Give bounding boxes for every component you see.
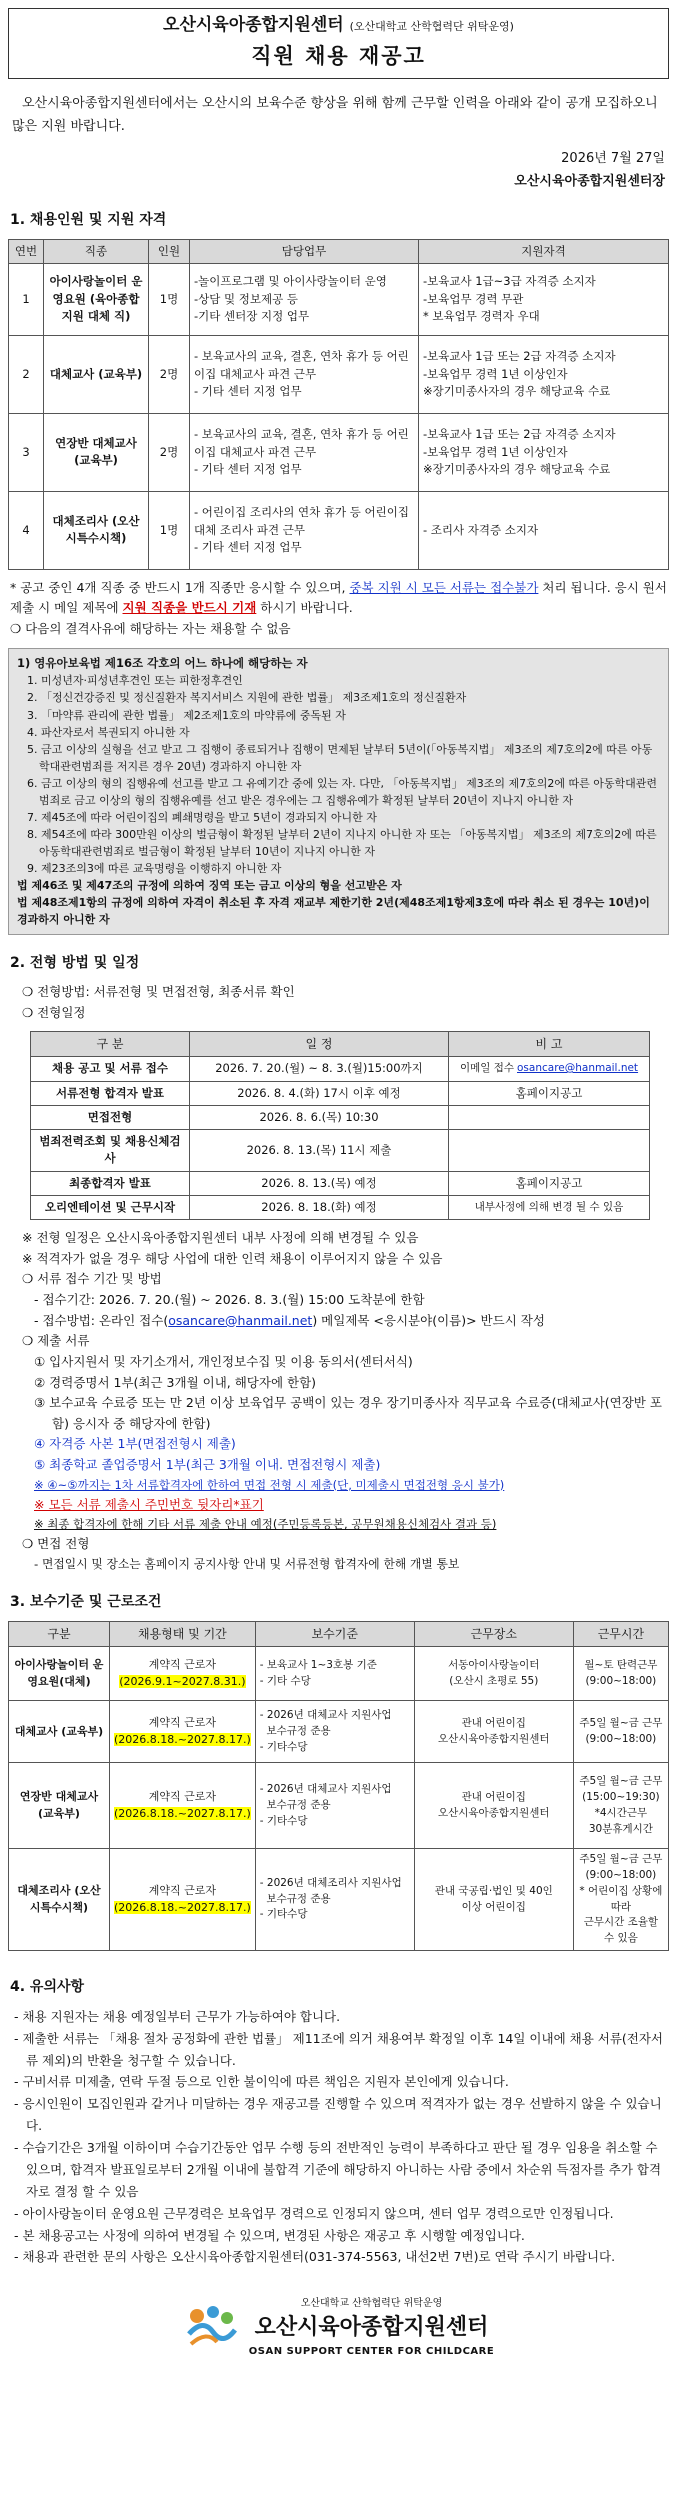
contract-type: 계약직 근로자 [148,1884,217,1898]
th-no: 연번 [9,239,44,263]
cell-place-line: 서동아이사랑놀이터 [448,1659,540,1672]
th-date: 일 정 [190,1032,449,1057]
center-logo-icon [183,2304,239,2352]
note-disqualify: ❍ 다음의 결격사유에 해당하는 자는 채용할 수 없음 [10,621,291,636]
cell-remark [449,1130,650,1172]
section-4-title: 4. 유의사항 [10,1978,85,1995]
cell-remark [449,1105,650,1129]
intro-text: 오산시육아종합지원센터에서는 오산시의 보육수준 향상을 위해 함께 근무할 인력을 아래와 같이 공개 모집하오니 많은 지원 바랍니다. [12,96,658,134]
cell-stage: 최종합격자 발표 [31,1171,190,1195]
duty-line: - 기타 센터 지정 업무 [194,461,302,476]
email-link[interactable]: osancare@hanmail.net [517,1062,639,1075]
duty-line: -기타 센터장 지정 업무 [194,308,310,323]
line: ※ 적격자가 없을 경우 해당 사업에 대한 인력 채용이 이루어지지 않을 수 있음 [22,1250,443,1266]
doc-item: ② 경력증명서 1부(최근 3개월 이내, 해당자에 한함) [34,1374,317,1390]
cell-pay-line: 보수규정 준용 [259,1892,331,1905]
th-duty: 담당업무 [190,239,419,263]
cell-pay-line: - 기타수당 [259,1908,308,1921]
cell-hours-line: 주5일 월~금 근무 [579,1775,663,1788]
th-place: 근무장소 [414,1622,573,1647]
cell-pay [255,1647,414,1701]
notice-date: 2026년 7월 27일 [561,150,665,166]
cell-pay-line: 보수규정 준용 [259,1724,331,1737]
qual-line: -보육업무 경력 무관 [423,291,524,306]
cell-type: 대체조리사 (오산시특수시책) [9,1849,110,1951]
note-text: 하시기 바랍니다. [260,600,353,616]
doc-item: ④ 자격증 사본 1부(면접전형시 제출) [34,1436,236,1452]
cell-stage: 서류전형 합격자 발표 [31,1081,190,1105]
cell-place-line: (오산시 초평로 55) [449,1674,539,1687]
interview-label: ❍ 면접 전형 [22,1536,90,1552]
cell-pay-line: - 기타수당 [259,1814,308,1827]
th-stage: 구 분 [31,1032,190,1057]
cell-qual [419,413,669,491]
cell-hours-line: 주5일 월~금 근무 [579,1853,663,1866]
org-sub: (오산대학교 산학협력단 위탁운영) [349,20,514,33]
apply-text: ) 메일제목 <응시분야(이름)> 반드시 작성 [312,1312,545,1328]
cell-remark [449,1081,650,1105]
cell-pay [255,1701,414,1763]
cell-stage: 오리엔테이션 및 근무시작 [31,1195,190,1219]
schedule-row [31,1105,650,1129]
cell-hours-line: (9:00~18:00) [585,1674,657,1687]
cell-hours-line: 월~토 탄력근무 [584,1659,658,1672]
disq-item: 5. 금고 이상의 실형을 선고 받고 그 집행이 종료되거나 집행이 면제된 날부터 5년이(「아동복지법」 제3조의 제7호의2에 따른 아동학대관련범죄를 저지른 경우 20년) 경과하지 아니한 자 [27,742,653,773]
cell-place [414,1647,573,1701]
notice-item: - 아이사랑놀이터 운영요원 근무경력은 보육업무 경력으로 인정되지 않으며, 센터 업무 경력으로만 인정됩니다. [14,2205,614,2221]
cell-hours [573,1763,668,1849]
cell-place-line: 이상 어린이집 [461,1900,526,1913]
cell-job: 아이사랑놀이터 운영요원 (육아종합 지원 대체 직) [44,263,149,335]
th-job: 직종 [44,239,149,263]
schedule-row [31,1195,650,1219]
cell-no: 1 [9,263,44,335]
line: - 접수기간: 2026. 7. 20.(월) ~ 2026. 8. 3.(월) 15:00 도착분에 한함 [34,1292,425,1308]
cell-date: 2026. 8. 6.(목) 10:30 [190,1105,449,1129]
cell-date: 2026. 8. 13.(목) 11시 제출 [190,1130,449,1172]
duty-line: - 어린이집 조리사의 연차 휴가 등 어린이집 대체 조리사 파견 근무 [194,505,409,537]
cell-count: 1명 [149,263,190,335]
notice-item: - 수습기간은 3개월 이하이며 수습기간동안 업무 수행 등의 전반적인 능력이 부족하다고 판단 될 경우 임용을 취소할 수 있으며, 합격자 발표일로부터 2개월 이내에 불합격 기준에 해당하지 아니하는 사람 중에서 차순위 득점자를 추가 합격자로 결정 할 수 있음 [14,2140,662,2199]
conditions-table [8,1621,669,1951]
section-1-title: 1. 채용인원 및 지원 자격 [10,211,167,228]
cell-hours-line: 주5일 월~금 근무 [579,1717,663,1730]
duty-line: - 기타 센터 지정 업무 [194,383,302,398]
cell-stage: 채용 공고 및 서류 접수 [31,1057,190,1081]
cell-no: 3 [9,413,44,491]
schedule-label: ❍ 전형일정 [22,1004,86,1020]
org-name: 오산시육아종합지원센터 [163,15,344,35]
notice-item: - 구비서류 미제출, 연락 두절 등으로 인한 불이익에 따른 책임은 지원자 본인에게 있습니다. [14,2074,509,2090]
logo-english: OSAN SUPPORT CENTER FOR CHILDCARE [248,2346,495,2358]
cell-type: 연장반 대체교사 (교육부) [9,1763,110,1849]
schedule-row [31,1171,650,1195]
cell-hours-line: *4시간근무 [594,1806,648,1819]
note-text: * 공고 중인 4개 직종 중 반드시 1개 직종만 응시할 수 있으며, [10,579,346,595]
th-type: 구분 [9,1622,110,1647]
cell-place [414,1701,573,1763]
doc-item: ③ 보수교육 수료증 또는 만 2년 이상 보육업무 공백이 있는 경우 장기미종사자 직무교육 수료증(대체교사(연장반 포함) 응시자 중 해당자에 한함) [34,1395,662,1431]
cell-duty [190,413,419,491]
cell-no: 2 [9,335,44,413]
note-duplicate [10,578,667,640]
duty-line: - 기타 센터 지정 업무 [194,539,302,554]
cell-pay-line: - 2026년 대체교사 지원사업 [259,1783,392,1796]
cell-qual [419,335,669,413]
line: ❍ 서류 접수 기간 및 방법 [22,1271,162,1287]
cell-count: 2명 [149,413,190,491]
disq-head: 1) 영유아보육법 제16조 각호의 어느 하나에 해당하는 자 [17,655,308,670]
duty-line: -놀이프로그램 및 아이사랑놀이터 운영 [194,274,387,289]
section-2-title: 2. 전형 방법 및 일정 [10,955,140,972]
line: ※ 전형 일정은 오산시육아종합지원센터 내부 사정에 의해 변경될 수 있음 [22,1230,419,1246]
cell-remark [449,1057,650,1081]
cell-stage: 범죄전력조회 및 채용신체검사 [31,1130,190,1172]
issuer: 오산시육아종합지원센터장 [514,174,665,189]
disq-item: 9. 제23조의3에 따른 교육명령을 이행하지 아니한 자 [27,861,282,875]
cell-place-line: 관내 어린이집 [461,1717,526,1730]
cell-hours-line: 근무시간 조율할 수 있음 [583,1916,659,1945]
cell-contract [110,1763,256,1849]
cell-count: 2명 [149,335,190,413]
logo-name: 오산시육아종합지원센터 [254,2315,489,2341]
cell-hours-line: * 어린이집 상황에 따라 [579,1884,663,1913]
doc-note: ※ ④~⑤까지는 1차 서류합격자에 한하여 면접 전형 시 제출(단, 미제출시 면접전형 응시 불가) [34,1477,505,1492]
th-remark: 비 고 [449,1032,650,1057]
condition-row [9,1701,669,1763]
note-emph: 지원 직종을 반드시 기재 [122,600,257,616]
th-qual: 지원자격 [419,239,669,263]
logo-text [249,2296,494,2359]
schedule-table [30,1031,650,1220]
schedule-row [31,1057,650,1081]
cell-contract [110,1849,256,1951]
cell-pay-line: - 기타수당 [259,1740,308,1753]
remark-text: 이메일 접수 [459,1062,514,1075]
cell-type: 대체교사 (교육부) [9,1701,110,1763]
disq-item: 4. 파산자로서 복권되지 아니한 자 [27,725,190,739]
cell-date: 2026. 7. 20.(월) ~ 8. 3.(월)15:00까지 [190,1057,449,1081]
section-2-lines [10,1228,667,1574]
cell-type: 아이사랑놀이터 운영요원(대체) [9,1647,110,1701]
position-row [9,335,669,413]
remark-text: 내부사정에 의해 변경 될 수 있음 [474,1200,624,1213]
section-3-title: 3. 보수기준 및 근로조건 [10,1594,162,1611]
cell-no: 4 [9,491,44,569]
notice-title: 직원 채용 재공고 [251,43,426,68]
position-row [9,491,669,569]
cell-place [414,1849,573,1951]
email-link[interactable]: osancare@hanmail.net [168,1312,313,1328]
cell-date: 2026. 8. 18.(화) 예정 [190,1195,449,1219]
cell-pay-line: - 보육교사 1~3호봉 기준 [259,1659,377,1672]
disq-item: 6. 금고 이상의 형의 집행유예 선고를 받고 그 유예기간 중에 있는 자. 다만, 「아동복지법」 제3조의 제7호의2에 따른 아동학대관련범죄로 금고 이상의 형의 집행유예를 선고 받은 경우에는 그 집행유예가 확정된 날부터 20년이 지나지 아니한 자 [27,776,657,807]
th-hours: 근무시간 [573,1622,668,1647]
contract-period: (2026.8.18.~2027.8.17.) [114,1806,251,1820]
cell-place-line: 관내 어린이집 [461,1791,526,1804]
doc-note: ※ 모든 서류 제출시 주민번호 뒷자리*표기 [34,1496,264,1512]
disq-item: 7. 제45조에 따라 어린이집의 폐쇄명령을 받고 5년이 경과되지 아니한 자 [27,810,377,824]
disq-item: 3. 「마약류 관리에 관한 법률」 제2조제1호의 마약류에 중독된 자 [27,708,346,722]
cell-remark [449,1195,650,1219]
condition-row [9,1647,669,1701]
duty-line: - 보육교사의 교육, 결혼, 연차 휴가 등 어린이집 대체교사 파견 근무 [194,427,409,459]
qual-line: ※장기미종사자의 경우 해당교육 수료 [423,461,611,476]
cell-place-line: 오산시육아종합지원센터 [437,1732,550,1745]
interview-text: - 면접일시 및 장소는 홈페이지 공지사항 안내 및 서류전형 합격자에 한해 개별 통보 [34,1556,460,1571]
cell-pay [255,1763,414,1849]
disq-item: 2. 「정신건강증진 및 정신질환자 복지서비스 지원에 관한 법률」 제3조제1호의 정신질환자 [27,691,467,705]
duty-line: - 보육교사의 교육, 결혼, 연차 휴가 등 어린이집 대체교사 파견 근무 [194,349,409,381]
cell-pay-line: - 2026년 대체조리사 지원사업 [259,1876,402,1889]
positions-table [8,239,669,570]
contract-period: (2026.8.18.~2027.8.17.) [114,1900,251,1914]
cell-hours-line: 30분휴게시간 [588,1822,653,1835]
contract-type: 계약직 근로자 [148,1716,217,1730]
condition-row [9,1763,669,1849]
doc-item: ⑤ 최종학교 졸업증명서 1부(최근 3개월 이내. 면접전형시 제출) [34,1457,381,1473]
cell-job: 연장반 대체교사 (교육부) [44,413,149,491]
cell-place-line: 오산시육아종합지원센터 [437,1806,550,1819]
contract-type: 계약직 근로자 [148,1790,217,1804]
cell-hours [573,1701,668,1763]
notice-item: - 응시인원이 모집인원과 같거나 미달하는 경우 재공고를 진행할 수 있으며 적격자가 없는 경우 선발하지 않을 수 있습니다. [14,2096,662,2134]
qual-line: ※장기미종사자의 경우 해당교육 수료 [423,383,611,398]
position-row [9,263,669,335]
docs-label: ❍ 제출 서류 [22,1333,90,1349]
cell-qual [419,491,669,569]
title-box [8,8,669,79]
doc-note: ※ 최종 합격자에 한해 기타 서류 제출 안내 예정(주민등록등본, 공무원채용신체검사 결과 등) [34,1517,497,1532]
cell-duty [190,491,419,569]
contract-type: 계약직 근로자 [148,1658,217,1672]
cell-place-line: 관내 국공립·법인 및 40인 [434,1884,553,1897]
cell-place [414,1763,573,1849]
cell-duty [190,263,419,335]
cell-job: 대체교사 (교육부) [44,335,149,413]
duty-line: -상담 및 정보제공 등 [194,291,298,306]
note-text: 처리 됩니다. 응시 원서 제출 시 메일 제목에 [10,579,667,616]
th-contract: 채용형태 및 기간 [110,1622,256,1647]
condition-row [9,1849,669,1951]
cell-hours [573,1647,668,1701]
cell-hours-line: (9:00~18:00) [585,1732,657,1745]
cell-count: 1명 [149,491,190,569]
cell-hours [573,1849,668,1951]
disq-tail: 법 제48조제1항의 규정에 의하여 자격이 취소된 후 자격 재교부 제한기한 2년(제48조제1항제3호에 따라 취소 된 경우는 10년)이 경과하지 아니한 자 [17,896,650,927]
note-emph: 중복 지원 시 모든 서류는 접수불가 [349,579,539,595]
cell-pay-line: 보수규정 준용 [259,1798,331,1811]
cell-date: 2026. 8. 13.(목) 예정 [190,1171,449,1195]
qual-line: - 조리사 자격증 소지자 [423,522,539,537]
qual-line: -보육업무 경력 1년 이상인자 [423,366,568,381]
contract-period: (2026.9.1~2027.8.31.) [119,1674,246,1688]
disq-item: 1. 미성년자·피성년후견인 또는 피한정후견인 [27,674,243,688]
apply-method [10,1311,667,1332]
notice-item: - 채용과 관련한 문의 사항은 오산시육아종합지원센터(031-374-5563, 내선2번 7번)로 연락 주시기 바랍니다. [14,2249,616,2265]
th-count: 인원 [149,239,190,263]
doc-item: ① 입사지원서 및 자기소개서, 개인정보수집 및 이용 동의서(센터서식) [34,1353,413,1369]
footer-logo [8,2296,669,2377]
disq-tail: 법 제46조 및 제47조의 규정에 의하여 징역 또는 금고 이상의 형을 선고받은 자 [17,879,402,892]
remark-text: 홈페이지공고 [515,1175,583,1190]
recruitment-notice [8,8,669,2377]
contract-period: (2026.8.18.~2027.8.17.) [114,1732,251,1746]
qual-line: -보육교사 1급~3급 자격증 소지자 [423,274,596,289]
cell-hours-line: (9:00~18:00) [585,1869,657,1882]
notice-items [12,2006,665,2269]
cell-hours-line: (15:00~19:30) [582,1791,660,1804]
position-row [9,413,669,491]
notice-item: - 제출한 서류는 「채용 절차 공정화에 관한 법률」 제11조에 의거 채용여부 확정일 이후 14일 이내에 채용 서류(전자서류 제외)의 반환을 청구할 수 있습니다. [14,2030,663,2068]
cell-contract [110,1701,256,1763]
cell-date: 2026. 8. 4.(화) 17시 이후 예정 [190,1081,449,1105]
logo-subline: 오산대학교 산학협력단 위탁운영 [300,2298,443,2310]
cell-stage: 면접전형 [31,1105,190,1129]
cell-pay-line: - 기타 수당 [259,1674,311,1687]
method-line: ❍ 전형방법: 서류전형 및 면접전형, 최종서류 확인 [22,984,295,1000]
disqualification-box [8,648,669,936]
notice-item: - 채용 지원자는 채용 예정일부터 근무가 가능하여야 합니다. [14,2008,341,2024]
apply-text: - 접수방법: 온라인 접수( [34,1312,169,1328]
cell-qual [419,263,669,335]
disq-item: 8. 제54조에 따라 300만원 이상의 벌금형이 확정된 날부터 2년이 지나지 아니한 자 또는 「아동복지법」 제3조의 제7호의2에 따른 아동학대관련범죄로 벌금형이 확정된 날부터 10년이 지나지 아니한 자 [27,827,657,858]
schedule-row [31,1130,650,1172]
cell-remark [449,1171,650,1195]
qual-line: -보육교사 1급 또는 2급 자격증 소지자 [423,349,616,364]
cell-pay-line: - 2026년 대체교사 지원사업 [259,1709,392,1722]
qual-line: -보육업무 경력 1년 이상인자 [423,444,568,459]
org-title [9,13,668,39]
remark-text: 홈페이지공고 [515,1085,583,1100]
cell-pay [255,1849,414,1951]
notice-item: - 본 채용공고는 사정에 의하여 변경될 수 있으며, 변경된 사항은 재공고 후 시행할 예정입니다. [14,2227,525,2243]
cell-job: 대체조리사 (오산시특수시책) [44,491,149,569]
cell-duty [190,335,419,413]
qual-line: * 보육업무 경력자 우대 [423,308,540,323]
cell-contract [110,1647,256,1701]
schedule-row [31,1081,650,1105]
qual-line: -보육교사 1급 또는 2급 자격증 소지자 [423,427,616,442]
th-pay: 보수기준 [255,1622,414,1647]
